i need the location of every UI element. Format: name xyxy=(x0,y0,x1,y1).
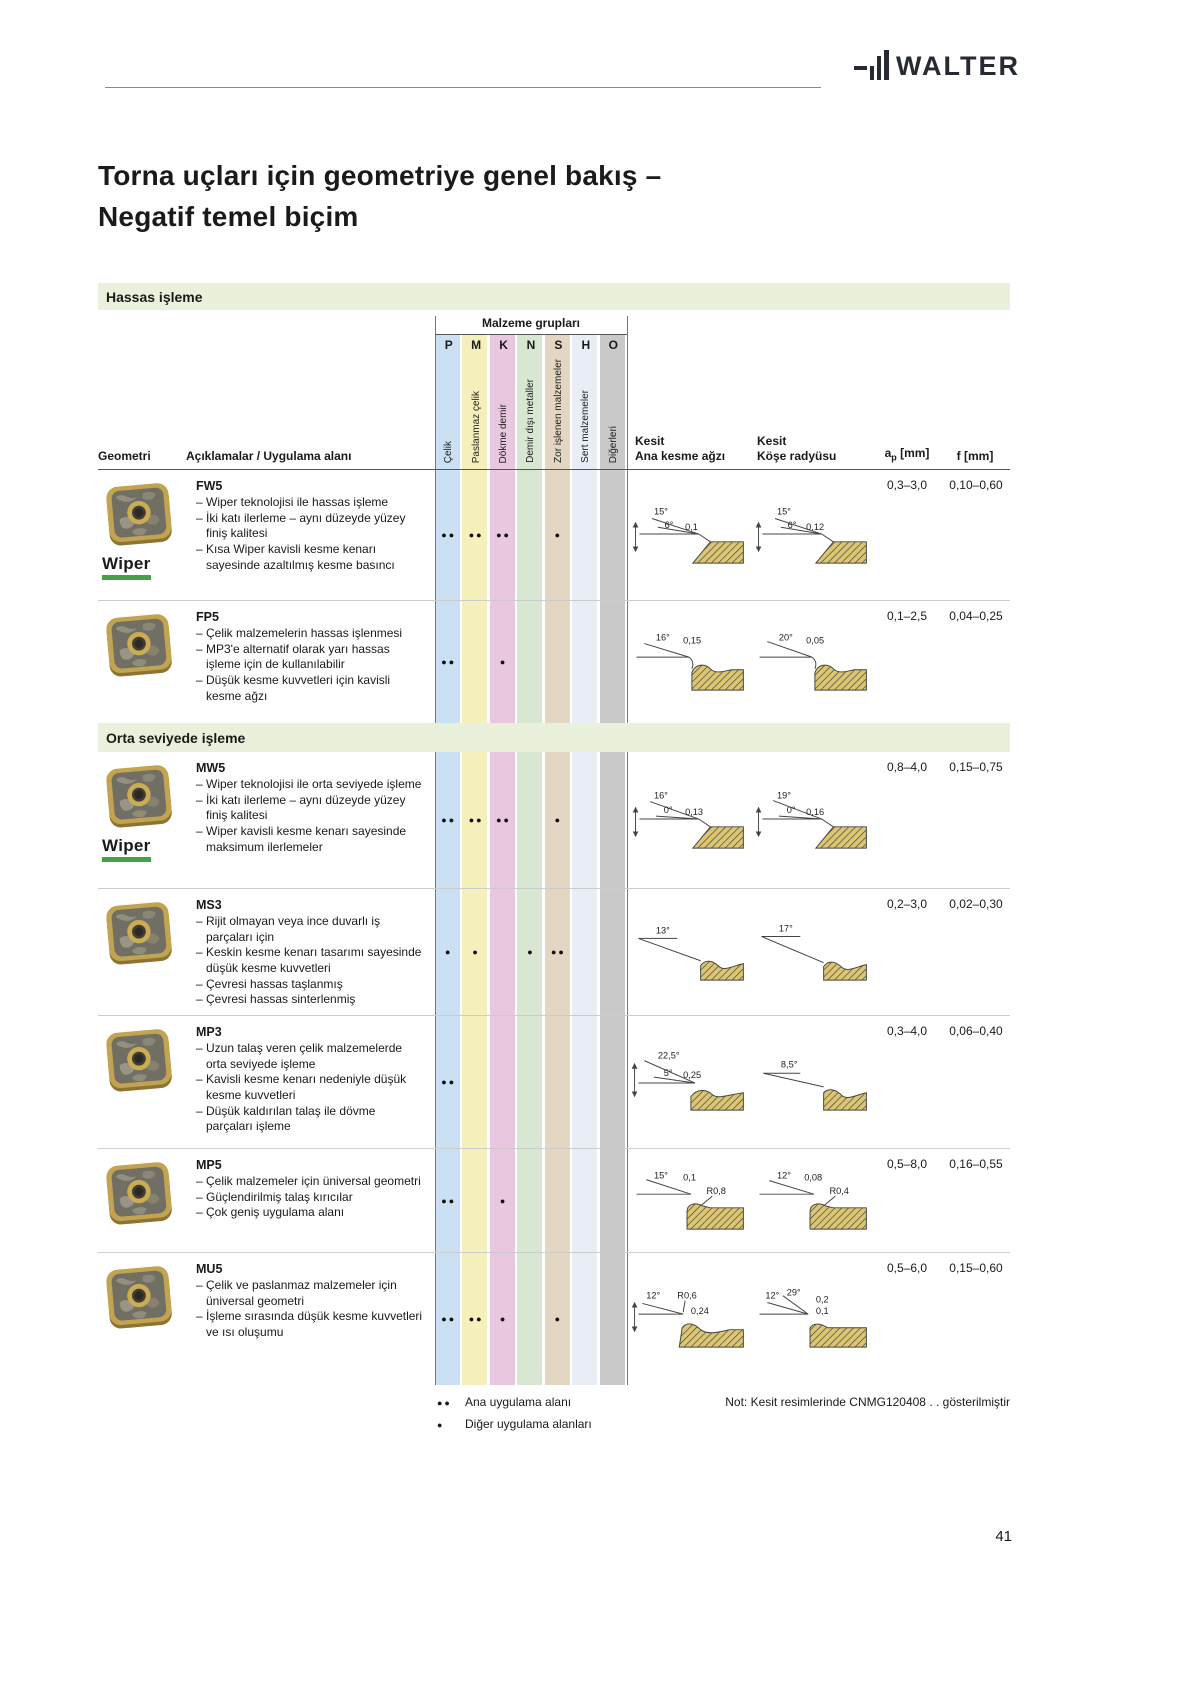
geometry-cell xyxy=(98,1016,186,1148)
cross-section-main xyxy=(627,470,749,600)
svg-text:12°: 12° xyxy=(764,1290,779,1301)
geometry-cell xyxy=(98,1253,186,1385)
description-bullet: – MP3'e alternatif olarak yarı hassas işleme için de kullanılabilir xyxy=(196,641,390,672)
ap-value: 0,3–4,0 xyxy=(886,1024,928,1038)
table-row-mp3 xyxy=(98,1015,1010,1148)
f-value: 0,16–0,55 xyxy=(949,1157,1003,1171)
cross-section-corner xyxy=(749,1016,872,1148)
svg-text:19°: 19° xyxy=(776,790,791,801)
application-dots: ●● ● xyxy=(441,1195,508,1206)
cross-section-main xyxy=(627,601,749,723)
description-bullet: – Wiper teknolojisi ile hassas işleme xyxy=(196,495,389,510)
page-title-line1: Torna uçları için geometriye genel bakış – xyxy=(98,160,662,191)
material-letter: P xyxy=(444,338,453,352)
f-value: 0,02–0,30 xyxy=(949,897,1003,911)
footnote: Not: Kesit resimlerinde CNMG120408 . . gösterilmiştir xyxy=(725,1395,1010,1409)
ap-value: 0,5–6,0 xyxy=(886,1261,928,1275)
section-title: Orta seviyede işleme xyxy=(106,729,246,746)
geometry-cell xyxy=(98,1149,186,1252)
column-header-f: f [mm] xyxy=(956,449,994,463)
description-bullet: – Wiper kavisli kesme kenarı sayesinde maksimum ilerlemeler xyxy=(196,824,407,854)
table-header xyxy=(98,310,1010,470)
page-title xyxy=(98,156,661,237)
cross-section-corner xyxy=(749,1253,872,1385)
ap-value: 0,3–3,0 xyxy=(886,478,928,492)
svg-text:16°: 16° xyxy=(654,790,668,801)
cross-section-corner xyxy=(749,601,872,723)
legend xyxy=(437,1392,592,1435)
description-bullet: – Düşük kesme kuvvetleri için kavisli kesme ağzı xyxy=(196,673,391,703)
logo-bar-icon xyxy=(877,56,881,80)
legend-main: ●● Ana uygulama alanı xyxy=(437,1395,572,1409)
description-bullet: – Keskin kesme kenarı tasarımı sayesinde düşük kesme kuvvetleri xyxy=(196,945,422,976)
walter-logo xyxy=(854,50,1020,80)
wiper-logo: Wiper xyxy=(102,554,151,577)
table-row-fp5 xyxy=(98,600,1010,723)
cross-section-corner xyxy=(749,752,872,888)
application-dots: ●● ● xyxy=(441,657,508,667)
svg-text:0,13: 0,13 xyxy=(685,807,704,818)
svg-text:0,1: 0,1 xyxy=(685,522,698,533)
description-bullet: – Uzun talaş veren çelik malzemelerde orta seviyede işleme xyxy=(196,1041,403,1071)
description-cell xyxy=(186,1253,435,1385)
logo-bar-icon xyxy=(884,50,889,80)
insert-photo xyxy=(100,609,178,680)
svg-text:0°: 0° xyxy=(786,805,796,816)
cross-section-main xyxy=(627,1149,749,1252)
column-header-descriptions: Açıklamalar / Uygulama alanı xyxy=(186,449,352,463)
insert-photo xyxy=(100,1024,178,1095)
svg-text:15°: 15° xyxy=(654,1170,668,1181)
svg-text:0°: 0° xyxy=(663,805,673,816)
material-label: Diğerleri xyxy=(607,425,619,463)
svg-text:R0,6: R0,6 xyxy=(677,1290,697,1301)
f-value: 0,10–0,60 xyxy=(949,478,1003,492)
cross-section-main xyxy=(627,752,749,888)
description-bullet: – Wiper teknolojisi ile orta seviyede işleme xyxy=(196,777,422,792)
table-row-ms3 xyxy=(98,888,1010,1015)
description-bullet: – İşleme sırasında düşük kesme kuvvetleri ve ısı oluşumu xyxy=(196,1309,423,1340)
geometry-code: FW5 xyxy=(196,479,223,493)
application-dots: ●● ●● ● ● xyxy=(441,1314,563,1324)
column-header-ap: $a_p$ [mm] xyxy=(884,446,930,463)
svg-text:0,08: 0,08 xyxy=(803,1172,822,1183)
application-dots: ●● xyxy=(441,1077,457,1087)
insert-photo xyxy=(100,478,178,549)
svg-text:0,1: 0,1 xyxy=(683,1172,696,1183)
ap-value: 0,5–8,0 xyxy=(886,1157,928,1171)
geometry-code: MW5 xyxy=(196,761,226,775)
column-header-kesit-main: Kesit Ana kesme ağzı xyxy=(635,434,726,463)
svg-text:6°: 6° xyxy=(664,520,674,531)
description-bullet: – Çok geniş uygulama alanı xyxy=(196,1205,345,1220)
geometry-cell xyxy=(98,470,186,600)
geometry-cell xyxy=(98,752,186,888)
column-header-kesit-corner: Kesit Köşe radyüsu xyxy=(757,434,837,463)
svg-text:0,16: 0,16 xyxy=(805,807,824,818)
material-letter: N xyxy=(526,338,536,352)
svg-text:0,25: 0,25 xyxy=(683,1070,702,1081)
svg-text:5°: 5° xyxy=(663,1068,673,1079)
svg-text:16°: 16° xyxy=(655,632,670,643)
cross-section-corner xyxy=(749,1149,872,1252)
page-number: 41 xyxy=(995,1528,1012,1545)
ap-value: 0,1–2,5 xyxy=(886,609,928,623)
svg-text:R0,4: R0,4 xyxy=(828,1185,849,1196)
insert-photo xyxy=(100,1261,178,1332)
svg-text:6°: 6° xyxy=(787,520,797,531)
application-dots: ● ● ● ●● xyxy=(444,947,566,957)
cross-section-corner xyxy=(749,889,872,1015)
description-bullet: – Çelik malzemelerin hassas işlenmesi xyxy=(196,626,403,641)
description-bullet: – İki katı ilerleme – aynı düzeyde yüzey finiş kalitesi xyxy=(196,792,406,823)
svg-text:22,5°: 22,5° xyxy=(657,1050,680,1061)
svg-text:12°: 12° xyxy=(776,1170,791,1181)
description-bullet: – Kavisli kesme kenarı nedeniyle düşük kesme kuvvetleri xyxy=(196,1072,407,1103)
material-letter: O xyxy=(608,338,618,352)
svg-text:17°: 17° xyxy=(778,923,793,934)
logo-bar-icon xyxy=(870,66,874,80)
column-header-geometry: Geometri xyxy=(98,449,151,463)
description-cell xyxy=(186,889,435,1015)
table-row-mw5 xyxy=(98,752,1010,888)
application-dots: ●● ●● ●● ● xyxy=(441,530,563,540)
geometry-table xyxy=(98,283,1010,1385)
material-letters xyxy=(435,338,627,352)
svg-text:15°: 15° xyxy=(776,506,791,517)
svg-text:8,5°: 8,5° xyxy=(780,1059,797,1070)
geometry-cell xyxy=(98,889,186,1015)
f-value: 0,15–0,60 xyxy=(949,1261,1003,1275)
material-letter: K xyxy=(499,338,508,352)
table-row-mu5 xyxy=(98,1252,1010,1385)
svg-text:15°: 15° xyxy=(654,506,668,517)
svg-text:0,05: 0,05 xyxy=(805,635,824,646)
table-row-fw5 xyxy=(98,470,1010,600)
svg-text:0,2: 0,2 xyxy=(815,1294,829,1305)
svg-text:0,1: 0,1 xyxy=(815,1306,829,1317)
material-label: Sert malzemeler xyxy=(580,390,592,463)
description-cell xyxy=(186,1149,435,1252)
description-bullet: – Çevresi hassas sinterlenmiş xyxy=(196,992,356,1007)
header-rule xyxy=(105,87,821,88)
f-value: 0,06–0,40 xyxy=(949,1024,1003,1038)
insert-photo xyxy=(100,760,178,831)
description-cell xyxy=(186,752,435,888)
description-bullet: – Çelik malzemeler için üniversal geometri xyxy=(196,1174,421,1189)
brand-name: WALTER xyxy=(896,51,1020,81)
svg-text:12°: 12° xyxy=(646,1290,661,1301)
geometry-cell xyxy=(98,601,186,723)
material-groups-rule xyxy=(435,334,627,335)
svg-text:0,15: 0,15 xyxy=(683,635,702,646)
geometry-code: MP5 xyxy=(196,1158,222,1172)
geometry-code: MU5 xyxy=(196,1262,223,1276)
svg-text:20°: 20° xyxy=(778,632,793,643)
description-bullet: – Çelik ve paslanmaz malzemeler için üniversal geometri xyxy=(196,1278,397,1308)
material-label: Çelik xyxy=(443,440,455,463)
description-bullet: – Güçlendirilmiş talaş kırıcılar xyxy=(196,1189,353,1204)
description-bullet: – Çevresi hassas taşlanmış xyxy=(196,976,343,991)
geometry-code: MS3 xyxy=(196,898,222,912)
description-bullet: – Düşük kaldırılan talaş ile dövme parçaları işleme xyxy=(196,1103,376,1134)
cross-section-main xyxy=(627,889,749,1015)
cross-section-main xyxy=(627,1016,749,1148)
wiper-logo: Wiper xyxy=(102,836,151,859)
cross-section-main xyxy=(627,1253,749,1385)
material-label: Demir dışı metaller xyxy=(525,379,537,463)
material-label: Dökme demir xyxy=(498,403,510,463)
f-value: 0,15–0,75 xyxy=(949,760,1003,774)
svg-text:13°: 13° xyxy=(655,925,670,936)
ap-value: 0,2–3,0 xyxy=(886,897,928,911)
insert-photo xyxy=(100,897,178,968)
material-letter: S xyxy=(554,338,563,352)
svg-text:0,24: 0,24 xyxy=(690,1306,709,1317)
material-groups-title: Malzeme grupları xyxy=(481,316,581,330)
f-value: 0,04–0,25 xyxy=(949,609,1003,623)
geometry-code: MP3 xyxy=(196,1025,222,1039)
section-header-medium xyxy=(98,723,1010,752)
description-cell xyxy=(186,601,435,723)
material-letter: H xyxy=(581,338,591,352)
geometry-code: FP5 xyxy=(196,610,219,624)
insert-photo xyxy=(100,1157,178,1228)
description-cell xyxy=(186,470,435,600)
legend-other: ● Diğer uygulama alanları xyxy=(437,1416,592,1431)
description-bullet: – Kısa Wiper kavisli kesme kenarı sayesinde azaltılmış kesme basıncı xyxy=(196,542,395,572)
table-row-mp5 xyxy=(98,1148,1010,1252)
description-bullet: – İki katı ilerleme – aynı düzeyde yüzey finiş kalitesi xyxy=(196,510,406,541)
material-letter: M xyxy=(471,338,482,352)
application-dots: ●● ●● ●● ● xyxy=(441,815,563,825)
ap-value: 0,8–4,0 xyxy=(886,760,928,774)
svg-text:R0,8: R0,8 xyxy=(706,1185,726,1196)
material-label: Paslanmaz çelik xyxy=(470,390,482,463)
section-header-fine xyxy=(98,283,1010,310)
material-label: Zor işlenen malzemeler xyxy=(552,359,564,463)
material-labels xyxy=(435,356,627,463)
section-title: Hassas işleme xyxy=(106,288,203,305)
svg-text:29°: 29° xyxy=(786,1287,801,1298)
page-title-line2: Negatif temel biçim xyxy=(98,200,359,232)
logo-dash-icon xyxy=(854,66,867,70)
description-cell xyxy=(186,1016,435,1148)
cross-section-corner xyxy=(749,470,872,600)
description-bullet: – Rijit olmayan veya ince duvarlı iş parçaları için xyxy=(196,914,381,944)
svg-text:0,12: 0,12 xyxy=(805,522,824,533)
